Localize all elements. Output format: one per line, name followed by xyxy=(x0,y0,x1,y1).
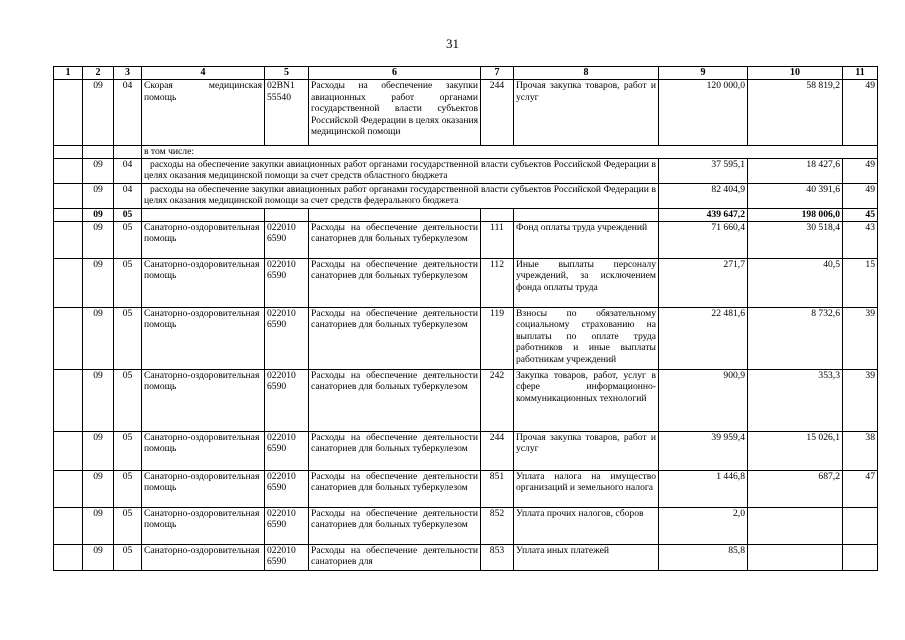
cell-expense-type-name: Иные выплаты персоналу учреждений, за исключением фонда оплаты труда xyxy=(514,258,659,307)
cell-target-name: Расходы на обеспечение деятельности санаториев для xyxy=(309,544,481,570)
cell-expense-type-name: Уплата иных платежей xyxy=(514,544,659,570)
cell-expense-type-name: Взносы по обязательному социальному страхованию на выплаты по оплате труда работников и иные выплаты работникам учреждений xyxy=(514,307,659,369)
cell-col-1 xyxy=(54,369,83,431)
table-row xyxy=(54,158,878,183)
cell-expense-type-code: 244 xyxy=(481,80,514,146)
cell-col-1 xyxy=(54,470,83,507)
cell-col-1 xyxy=(54,183,83,208)
cell-section: 09 xyxy=(83,544,114,570)
table-row xyxy=(54,544,878,570)
table-row xyxy=(54,258,878,307)
cell-actual-amount: 15 026,1 xyxy=(748,431,843,470)
cell-plan-amount: 900,9 xyxy=(659,369,748,431)
cell-col-1 xyxy=(54,544,83,570)
cell-percent-total: 45 xyxy=(843,208,878,221)
cell-plan-amount: 82 404,9 xyxy=(659,183,748,208)
cell-col-1 xyxy=(54,80,83,146)
cell-actual-amount: 40,5 xyxy=(748,258,843,307)
cell-expense-type-name: Прочая закупка товаров, работ и услуг xyxy=(514,80,659,146)
cell-col-1 xyxy=(54,507,83,544)
table-row xyxy=(54,221,878,258)
cell-col-1 xyxy=(54,307,83,369)
cell-target-code: 022010 6590 xyxy=(265,470,309,507)
cell-target-code: 022010 6590 xyxy=(265,258,309,307)
cell-expense-type-name: Закупка товаров, работ, услуг в сфере информационно-коммуникационных технологий xyxy=(514,369,659,431)
cell-target-name: Расходы на обеспечение закупки авиационных работ органами государственной власти субъектов Российской Федерации в целях оказания медицинской помощи xyxy=(309,80,481,146)
cell-subsection: 05 xyxy=(114,507,142,544)
cell-col-1 xyxy=(54,208,83,221)
column-header-5: 5 xyxy=(265,67,309,80)
cell-actual-amount: 8 732,6 xyxy=(748,307,843,369)
cell-note: в том числе: xyxy=(142,146,878,159)
cell-subsection-name: Санаторно-оздоровительная помощь xyxy=(142,258,265,307)
cell-expense-type-name: Уплата налога на имущество организаций и земельного налога xyxy=(514,470,659,507)
cell-plan-amount: 271,7 xyxy=(659,258,748,307)
cell-section: 09 xyxy=(83,431,114,470)
cell-actual-amount: 353,3 xyxy=(748,369,843,431)
cell-percent: 39 xyxy=(843,369,878,431)
cell-percent: 49 xyxy=(843,80,878,146)
cell-actual-total: 198 006,0 xyxy=(748,208,843,221)
cell-col-1 xyxy=(54,158,83,183)
cell-target-name: Расходы на обеспечение деятельности санаториев для больных туберкулезом xyxy=(309,221,481,258)
budget-table xyxy=(53,66,878,571)
cell-section: 09 xyxy=(83,221,114,258)
cell-subsection: 04 xyxy=(114,183,142,208)
cell-plan-amount: 22 481,6 xyxy=(659,307,748,369)
cell-plan-amount: 1 446,8 xyxy=(659,470,748,507)
cell-section: 09 xyxy=(83,507,114,544)
cell-actual-amount xyxy=(748,544,843,570)
table-row xyxy=(54,470,878,507)
table-row xyxy=(54,183,878,208)
cell-col-1 xyxy=(54,258,83,307)
cell-expense-type-code: 852 xyxy=(481,507,514,544)
cell-actual-amount: 30 518,4 xyxy=(748,221,843,258)
table-row xyxy=(54,146,878,159)
table-row xyxy=(54,369,878,431)
cell-section: 09 xyxy=(83,183,114,208)
cell-subsection-name: Санаторно-оздоровительная помощь xyxy=(142,369,265,431)
cell-target-code: 022010 6590 xyxy=(265,544,309,570)
cell-actual-amount: 40 391,6 xyxy=(748,183,843,208)
cell-subitem-description: расходы на обеспечение закупки авиационных работ органами государственной власти субъектов Российской Федерации в целях оказания медицинской помощи за счет средств областного бюджета xyxy=(142,158,659,183)
cell-subsection: 05 xyxy=(114,369,142,431)
cell-plan-amount: 71 660,4 xyxy=(659,221,748,258)
cell-expense-type-name: Уплата прочих налогов, сборов xyxy=(514,507,659,544)
cell-target-name: Расходы на обеспечение деятельности санаториев для больных туберкулезом xyxy=(309,507,481,544)
cell-target-code: 022010 6590 xyxy=(265,221,309,258)
cell-plan-amount: 120 000,0 xyxy=(659,80,748,146)
column-header-1: 1 xyxy=(54,67,83,80)
cell-empty xyxy=(54,146,83,159)
table-row xyxy=(54,208,878,221)
cell-actual-amount: 687,2 xyxy=(748,470,843,507)
table-body xyxy=(54,80,878,571)
cell-expense-type-code: 111 xyxy=(481,221,514,258)
column-header-4: 4 xyxy=(142,67,265,80)
column-header-3: 3 xyxy=(114,67,142,80)
cell-subitem-description: расходы на обеспечение закупки авиационных работ органами государственной власти субъектов Российской Федерации в целях оказания медицинской помощи за счет средств федерального бюджета xyxy=(142,183,659,208)
cell-subsection-name: Санаторно-оздоровительная помощь xyxy=(142,431,265,470)
table-row xyxy=(54,431,878,470)
cell-target-name: Расходы на обеспечение деятельности санаториев для больных туберкулезом xyxy=(309,307,481,369)
cell-target-code: 022010 6590 xyxy=(265,507,309,544)
cell-empty xyxy=(114,146,142,159)
cell-percent: 47 xyxy=(843,470,878,507)
cell-subsection: 05 xyxy=(114,221,142,258)
cell-empty xyxy=(514,208,659,221)
cell-col-1 xyxy=(54,431,83,470)
cell-target-name: Расходы на обеспечение деятельности санаториев для больных туберкулезом xyxy=(309,258,481,307)
header-row xyxy=(54,67,878,80)
column-header-8: 8 xyxy=(514,67,659,80)
cell-empty xyxy=(142,208,265,221)
cell-subsection: 04 xyxy=(114,158,142,183)
table-row xyxy=(54,307,878,369)
column-header-9: 9 xyxy=(659,67,748,80)
cell-subsection: 04 xyxy=(114,80,142,146)
cell-target-name: Расходы на обеспечение деятельности санаториев для больных туберкулезом xyxy=(309,431,481,470)
cell-percent: 15 xyxy=(843,258,878,307)
cell-target-code: 02BN1 55540 xyxy=(265,80,309,146)
cell-subsection-name: Санаторно-оздоровительная помощь xyxy=(142,307,265,369)
cell-subsection: 05 xyxy=(114,307,142,369)
cell-subsection: 05 xyxy=(114,258,142,307)
cell-percent: 38 xyxy=(843,431,878,470)
cell-subsection: 05 xyxy=(114,544,142,570)
cell-target-name: Расходы на обеспечение деятельности санаториев для больных туберкулезом xyxy=(309,369,481,431)
cell-target-code: 022010 6590 xyxy=(265,307,309,369)
cell-percent xyxy=(843,507,878,544)
cell-target-code: 022010 6590 xyxy=(265,431,309,470)
table-row xyxy=(54,507,878,544)
cell-empty xyxy=(309,208,481,221)
cell-plan-amount: 85,8 xyxy=(659,544,748,570)
cell-section: 09 xyxy=(83,470,114,507)
cell-percent: 39 xyxy=(843,307,878,369)
cell-percent: 49 xyxy=(843,183,878,208)
cell-section: 09 xyxy=(83,80,114,146)
column-header-7: 7 xyxy=(481,67,514,80)
cell-target-name: Расходы на обеспечение деятельности санаториев для больных туберкулезом xyxy=(309,470,481,507)
cell-expense-type-code: 112 xyxy=(481,258,514,307)
cell-col-1 xyxy=(54,221,83,258)
cell-section: 09 xyxy=(83,369,114,431)
cell-empty xyxy=(265,208,309,221)
cell-expense-type-code: 853 xyxy=(481,544,514,570)
cell-expense-type-code: 242 xyxy=(481,369,514,431)
cell-percent: 49 xyxy=(843,158,878,183)
cell-subsection-name: Санаторно-оздоровительная помощь xyxy=(142,507,265,544)
cell-section: 09 xyxy=(83,258,114,307)
cell-subsection-name: Санаторно-оздоровительная помощь xyxy=(142,221,265,258)
cell-empty xyxy=(83,146,114,159)
cell-actual-amount: 58 819,2 xyxy=(748,80,843,146)
cell-plan-amount: 37 595,1 xyxy=(659,158,748,183)
cell-section: 09 xyxy=(83,158,114,183)
cell-expense-type-name: Прочая закупка товаров, работ и услуг xyxy=(514,431,659,470)
cell-subsection: 05 xyxy=(114,208,142,221)
cell-percent xyxy=(843,544,878,570)
cell-expense-type-code: 244 xyxy=(481,431,514,470)
cell-actual-amount: 18 427,6 xyxy=(748,158,843,183)
cell-expense-type-code: 851 xyxy=(481,470,514,507)
cell-actual-amount xyxy=(748,507,843,544)
cell-subsection-name: Санаторно-оздоровительная xyxy=(142,544,265,570)
cell-subsection: 05 xyxy=(114,431,142,470)
cell-empty xyxy=(481,208,514,221)
cell-percent: 43 xyxy=(843,221,878,258)
cell-expense-type-code: 119 xyxy=(481,307,514,369)
cell-target-code: 022010 6590 xyxy=(265,369,309,431)
cell-plan-amount: 2,0 xyxy=(659,507,748,544)
cell-section: 09 xyxy=(83,208,114,221)
cell-plan-amount: 39 959,4 xyxy=(659,431,748,470)
cell-plan-total: 439 647,2 xyxy=(659,208,748,221)
column-header-11: 11 xyxy=(843,67,878,80)
cell-subsection-name: Санаторно-оздоровительная помощь xyxy=(142,470,265,507)
cell-subsection-name: Скорая медицинская помощь xyxy=(142,80,265,146)
cell-subsection: 05 xyxy=(114,470,142,507)
column-header-6: 6 xyxy=(309,67,481,80)
column-header-2: 2 xyxy=(83,67,114,80)
cell-section: 09 xyxy=(83,307,114,369)
table-row xyxy=(54,80,878,146)
column-header-10: 10 xyxy=(748,67,843,80)
cell-expense-type-name: Фонд оплаты труда учреждений xyxy=(514,221,659,258)
page-number: 31 xyxy=(446,36,459,51)
